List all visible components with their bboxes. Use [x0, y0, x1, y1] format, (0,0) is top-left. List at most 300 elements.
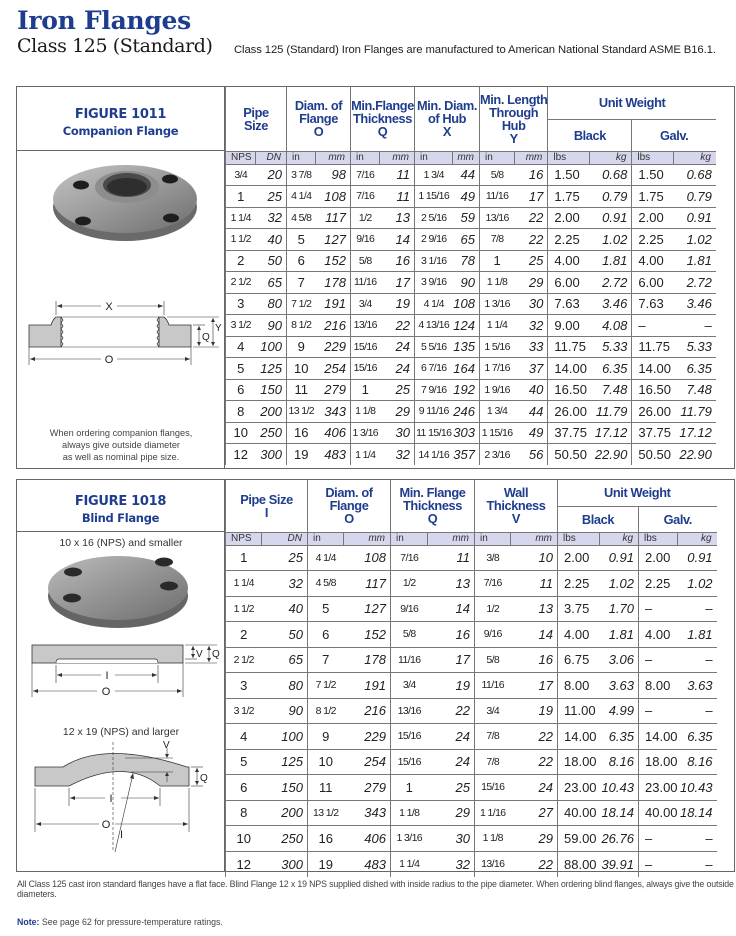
table-cell: 18.00	[639, 749, 678, 775]
table-cell: 12	[226, 444, 256, 466]
table-cell: 56	[514, 444, 548, 466]
ordering-note-line: as well as nominal pipe size.	[62, 452, 180, 462]
table-cell: 17.12	[674, 422, 716, 444]
table-cell: 16	[287, 422, 316, 444]
table-cell: 20	[256, 164, 287, 186]
table-cell: 0.91	[590, 207, 632, 229]
table-cell: 1 5/16	[480, 336, 515, 358]
table-cell: 2.25	[632, 229, 674, 251]
table-cell: 108	[344, 545, 391, 571]
table-cell: 1.70	[600, 596, 639, 622]
unit-label: in	[475, 532, 511, 545]
table-cell: 2.00	[632, 207, 674, 229]
table-cell: 24	[511, 775, 558, 801]
table-cell: 6.35	[600, 724, 639, 750]
table-row	[226, 571, 717, 597]
unit-label: NPS	[226, 532, 262, 545]
table-cell: 44	[453, 164, 480, 186]
table-cell: 19	[511, 698, 558, 724]
table-row	[226, 186, 716, 208]
table-cell: 5	[226, 358, 256, 380]
table-cell: –	[639, 698, 678, 724]
table-cell: 13	[511, 596, 558, 622]
table-cell: 2.72	[674, 272, 716, 294]
table-cell: 1.81	[590, 250, 632, 272]
table-cell: 152	[344, 622, 391, 648]
header-min-length-hub: Min. Length Through Hub Y	[480, 87, 548, 151]
table-cell: 3 1/2	[226, 698, 262, 724]
table-cell: 3.63	[600, 673, 639, 699]
table-cell: 0.79	[674, 186, 716, 208]
table-cell: 80	[262, 673, 308, 699]
table-cell: 108	[316, 186, 351, 208]
table-cell: 7.48	[590, 379, 632, 401]
table-cell: 90	[262, 698, 308, 724]
table-cell: 357	[453, 444, 480, 466]
table-cell: 17	[428, 647, 475, 673]
table-cell: 17.12	[590, 422, 632, 444]
diagram-label-x: X	[105, 301, 113, 313]
table-cell: 6.35	[674, 358, 716, 380]
table-cell: 5.33	[590, 336, 632, 358]
unit-label: lbs	[548, 151, 590, 164]
table-cell: 18.14	[678, 800, 717, 826]
table-cell: 3/4	[391, 673, 428, 699]
blind-flange-table	[225, 480, 717, 877]
diagram-label-i: I	[109, 793, 113, 805]
table-cell: 1 1/8	[475, 826, 511, 852]
table-cell: 15/16	[351, 358, 380, 380]
table-cell: 16	[511, 647, 558, 673]
table-cell: 0.68	[590, 164, 632, 186]
table-cell: 4 1/4	[415, 293, 453, 315]
table-cell: 13 1/2	[308, 800, 344, 826]
table-cell: 50.50	[548, 444, 590, 466]
diagram-label-radius: I	[120, 829, 124, 841]
table-cell: 7	[308, 647, 344, 673]
table-cell: 254	[344, 749, 391, 775]
table-cell: 9/16	[475, 622, 511, 648]
header-pipe-size: Pipe Size	[226, 87, 287, 151]
table-cell: 7 9/16	[415, 379, 453, 401]
table-cell: 1 1/8	[351, 401, 380, 423]
table-cell: 14.00	[639, 724, 678, 750]
table-cell: 9 11/16	[415, 401, 453, 423]
table-cell: –	[632, 315, 674, 337]
table-cell: 229	[316, 336, 351, 358]
table-cell: 4.00	[639, 622, 678, 648]
table-cell: 1.81	[674, 250, 716, 272]
table-cell: –	[639, 826, 678, 852]
table-cell: 2 3/16	[480, 444, 515, 466]
unit-label: in	[351, 151, 380, 164]
table-cell: 6 7/16	[415, 358, 453, 380]
table-cell: –	[678, 596, 717, 622]
table-row	[226, 336, 716, 358]
table-cell: –	[639, 647, 678, 673]
table-cell: 6	[226, 775, 262, 801]
table-cell: –	[678, 647, 717, 673]
figure-1018-panel	[17, 480, 225, 871]
table-cell: 11/16	[475, 673, 511, 699]
table-cell: 1 1/8	[480, 272, 515, 294]
table-cell: 100	[256, 336, 287, 358]
table-cell: 7/8	[475, 749, 511, 775]
table-cell: 11/16	[351, 272, 380, 294]
table-row	[226, 545, 717, 571]
figure-number: FIGURE 1011	[74, 107, 167, 122]
figure-1011-heading	[17, 87, 224, 151]
table-cell: 14 1/16	[415, 444, 453, 466]
header-unit-weight: Unit Weight	[548, 87, 716, 119]
table-cell: 10	[226, 422, 256, 444]
table-cell: 15/16	[351, 336, 380, 358]
table-cell: 254	[316, 358, 351, 380]
table-cell: 25	[380, 379, 415, 401]
table-cell: 14	[511, 622, 558, 648]
table-cell: 0.68	[674, 164, 716, 186]
table-cell: 23.00	[639, 775, 678, 801]
table-cell: 15/16	[391, 749, 428, 775]
table-row	[226, 698, 717, 724]
table-cell: 4.00	[632, 250, 674, 272]
table-cell: 15/16	[475, 775, 511, 801]
table-cell: 24	[380, 336, 415, 358]
table-cell: 14.00	[632, 358, 674, 380]
table-cell: 3 7/8	[287, 164, 316, 186]
table-cell: 3.63	[678, 673, 717, 699]
table-cell: 1.02	[600, 571, 639, 597]
table-row	[226, 207, 716, 229]
table-cell: 17	[511, 673, 558, 699]
table-cell: 1	[391, 775, 428, 801]
blind-flange-small-diagram	[25, 643, 225, 703]
table-cell: 5	[287, 229, 316, 251]
table-cell: 1 1/8	[391, 800, 428, 826]
table-cell: 6.00	[548, 272, 590, 294]
small-size-label: 10 x 16 (NPS) and smaller	[59, 537, 183, 549]
table-cell: 3 1/16	[415, 250, 453, 272]
table-cell: 40	[262, 596, 308, 622]
table-cell: 37	[514, 358, 548, 380]
header-black: Black	[548, 119, 632, 151]
table-row	[226, 749, 717, 775]
table-cell: 78	[453, 250, 480, 272]
table-cell: 3/8	[475, 545, 511, 571]
table-cell: 8 1/2	[308, 698, 344, 724]
table-cell: 4.00	[558, 622, 600, 648]
table-row	[226, 596, 717, 622]
table-cell: 24	[428, 749, 475, 775]
table-cell: 6	[308, 622, 344, 648]
table-cell: 1/2	[391, 571, 428, 597]
table-cell: 16.50	[548, 379, 590, 401]
table-cell: 100	[262, 724, 308, 750]
table-cell: 152	[316, 250, 351, 272]
table-cell: 8.16	[600, 749, 639, 775]
table-cell: 483	[316, 444, 351, 466]
unit-label: in	[480, 151, 515, 164]
table-cell: 150	[256, 379, 287, 401]
table-cell: 483	[344, 851, 391, 877]
table-cell: 14.00	[558, 724, 600, 750]
table-cell: 7	[287, 272, 316, 294]
table-cell: 7/16	[391, 545, 428, 571]
pressure-note	[17, 917, 223, 927]
table-cell: 2.25	[548, 229, 590, 251]
table-cell: 13	[380, 207, 415, 229]
table-cell: 10	[308, 749, 344, 775]
table-cell: 26.00	[548, 401, 590, 423]
table-cell: 65	[453, 229, 480, 251]
intro-text: Class 125 (Standard) Iron Flanges are manufactured to American National Standard ASME B16.1.	[234, 44, 716, 56]
table-cell: 1/2	[351, 207, 380, 229]
unit-label: kg	[674, 151, 716, 164]
table-cell: 10	[226, 826, 262, 852]
table-cell: 8.00	[639, 673, 678, 699]
table-cell: 40	[514, 379, 548, 401]
table-cell: 19	[380, 293, 415, 315]
table-cell: 6.35	[678, 724, 717, 750]
table-cell: 3/4	[475, 698, 511, 724]
table-cell: 1.50	[548, 164, 590, 186]
table-cell: 11.79	[590, 401, 632, 423]
table-cell: 14	[380, 229, 415, 251]
table-cell: 1 1/16	[475, 800, 511, 826]
table-cell: 16	[380, 250, 415, 272]
table-cell: 192	[453, 379, 480, 401]
table-cell: 303	[453, 422, 480, 444]
table-cell: 11/16	[480, 186, 515, 208]
table-cell: 2.25	[639, 571, 678, 597]
table-cell: 191	[344, 673, 391, 699]
unit-label: lbs	[632, 151, 674, 164]
table-cell: 1	[480, 250, 515, 272]
table-cell: 98	[316, 164, 351, 186]
table-cell: 7/8	[475, 724, 511, 750]
header-pipe-size: Pipe Size I	[226, 480, 308, 532]
table-cell: 1 15/16	[415, 186, 453, 208]
table-cell: 25	[256, 186, 287, 208]
table-cell: 59.00	[558, 826, 600, 852]
table-row	[226, 315, 716, 337]
table-cell: 7.63	[548, 293, 590, 315]
table-cell: 25	[262, 545, 308, 571]
table-row	[226, 250, 716, 272]
table-cell: 200	[256, 401, 287, 423]
table-cell: 5/8	[480, 164, 515, 186]
table-cell: 0.79	[590, 186, 632, 208]
figure-name: Companion Flange	[62, 124, 179, 138]
table-cell: 7/16	[351, 164, 380, 186]
table-cell: 10	[287, 358, 316, 380]
table-cell: 14.00	[548, 358, 590, 380]
table-cell: 3.06	[600, 647, 639, 673]
table-cell: 22.90	[674, 444, 716, 466]
table-cell: 9/16	[391, 596, 428, 622]
table-cell: 117	[316, 207, 351, 229]
table-cell: 9	[308, 724, 344, 750]
table-cell: 50.50	[632, 444, 674, 466]
table-cell: 2	[226, 622, 262, 648]
table-cell: 4.08	[590, 315, 632, 337]
table-cell: 13/16	[475, 851, 511, 877]
table-cell: 11	[511, 571, 558, 597]
table-cell: 2 1/2	[226, 647, 262, 673]
diagram-label-o: O	[104, 354, 114, 366]
table-cell: 1.75	[548, 186, 590, 208]
units-row	[226, 151, 716, 164]
table-cell: 50	[256, 250, 287, 272]
table-cell: 19	[287, 444, 316, 466]
table-cell: –	[678, 851, 717, 877]
table-row	[226, 724, 717, 750]
note-label: Note:	[17, 917, 40, 927]
table-cell: 250	[262, 826, 308, 852]
table-cell: 1 3/4	[415, 164, 453, 186]
table-cell: 13/16	[391, 698, 428, 724]
table-cell: 2.25	[558, 571, 600, 597]
table-cell: 0.91	[678, 545, 717, 571]
table-cell: 13/16	[351, 315, 380, 337]
table-cell: 32	[262, 571, 308, 597]
table-cell: 229	[344, 724, 391, 750]
table-cell: 2 9/16	[415, 229, 453, 251]
table-cell: 343	[344, 800, 391, 826]
table-cell: 50	[262, 622, 308, 648]
table-cell: 0.91	[600, 545, 639, 571]
table-cell: 24	[428, 724, 475, 750]
header-diam-flange: Diam. of Flange O	[287, 87, 351, 151]
table-row	[226, 444, 716, 466]
table-cell: 6.35	[590, 358, 632, 380]
table-cell: 1 1/4	[351, 444, 380, 466]
table-cell: 13 1/2	[287, 401, 316, 423]
unit-label: DN	[262, 532, 308, 545]
table-cell: 37.75	[632, 422, 674, 444]
unit-label: mm	[316, 151, 351, 164]
table-row	[226, 229, 716, 251]
header-min-flange-thickness: Min.Flange Thickness Q	[351, 87, 415, 151]
figure-number: FIGURE 1018	[74, 494, 167, 509]
table-cell: 5 5/16	[415, 336, 453, 358]
table-cell: 3/4	[226, 164, 256, 186]
table-row	[226, 851, 717, 877]
table-cell: 1	[226, 545, 262, 571]
companion-flange-diagram	[21, 301, 221, 381]
table-cell: 1.02	[678, 571, 717, 597]
table-cell: 5	[226, 749, 262, 775]
table-cell: 24	[380, 358, 415, 380]
table-cell: 2.00	[548, 207, 590, 229]
table-row	[226, 800, 717, 826]
table-cell: 1 15/16	[480, 422, 515, 444]
table-cell: 40.00	[558, 800, 600, 826]
ordering-note-line: When ordering companion flanges,	[49, 428, 193, 438]
unit-label: kg	[678, 532, 717, 545]
table-cell: 7.48	[674, 379, 716, 401]
table-cell: 11	[380, 164, 415, 186]
table-cell: 9/16	[351, 229, 380, 251]
table-cell: 200	[262, 800, 308, 826]
table-cell: 49	[514, 422, 548, 444]
table-cell: 11/16	[391, 647, 428, 673]
table-cell: 88.00	[558, 851, 600, 877]
table-cell: 13	[428, 571, 475, 597]
table-cell: 80	[256, 293, 287, 315]
diagram-label-v: V	[196, 649, 203, 660]
table-cell: 11 15/16	[415, 422, 453, 444]
table-cell: 32	[380, 444, 415, 466]
table-cell: 30	[380, 422, 415, 444]
table-cell: 11.79	[674, 401, 716, 423]
table-cell: 2	[226, 250, 256, 272]
table-cell: 125	[256, 358, 287, 380]
unit-label: in	[391, 532, 428, 545]
table-cell: 1 1/4	[226, 207, 256, 229]
table-cell: 1/2	[475, 596, 511, 622]
table-cell: 250	[256, 422, 287, 444]
table-cell: 3.46	[674, 293, 716, 315]
table-cell: 22	[511, 724, 558, 750]
figure-name: Blind Flange	[81, 511, 160, 525]
unit-label: in	[415, 151, 453, 164]
table-cell: 300	[262, 851, 308, 877]
table-cell: –	[678, 698, 717, 724]
table-cell: 1 1/4	[391, 851, 428, 877]
table-cell: –	[674, 315, 716, 337]
table-cell: 1.02	[590, 229, 632, 251]
table-cell: 5/8	[391, 622, 428, 648]
header-unit-weight: Unit Weight	[558, 480, 717, 506]
large-size-label: 12 x 19 (NPS) and larger	[62, 726, 180, 738]
table-cell: 8 1/2	[287, 315, 316, 337]
table-cell: 1 1/4	[226, 571, 262, 597]
table-cell: 1 9/16	[480, 379, 515, 401]
table-cell: 279	[316, 379, 351, 401]
table-cell: 7/16	[351, 186, 380, 208]
table-row	[226, 775, 717, 801]
table-cell: 19	[308, 851, 344, 877]
figure-1011-section	[16, 86, 735, 469]
table-cell: 4 5/8	[308, 571, 344, 597]
table-cell: 4 13/16	[415, 315, 453, 337]
companion-flange-table	[225, 87, 716, 465]
table-cell: 10.43	[678, 775, 717, 801]
table-cell: 10.43	[600, 775, 639, 801]
flat-face-note: All Class 125 cast iron standard flanges have a flat face. Blind Flange 12 x 19 NPS supplied dished with inside radius to the pipe diameter. When ordering blind flanges, always give the outside diameters.	[17, 879, 734, 899]
table-cell: 19	[428, 673, 475, 699]
table-cell: 1.81	[678, 622, 717, 648]
table-cell: 135	[453, 336, 480, 358]
blind-flange-large-diagram	[25, 742, 225, 872]
table-cell: 6	[287, 250, 316, 272]
figure-1018-section	[16, 479, 735, 872]
table-cell: 8	[226, 401, 256, 423]
table-cell: 127	[344, 596, 391, 622]
table-cell: 3.46	[590, 293, 632, 315]
table-cell: 4	[226, 336, 256, 358]
table-row	[226, 401, 716, 423]
unit-label: mm	[344, 532, 391, 545]
diagram-label-q: Q	[200, 773, 208, 784]
table-cell: 1 1/2	[226, 596, 262, 622]
table-cell: 32	[514, 315, 548, 337]
table-row	[226, 422, 716, 444]
table-row	[226, 647, 717, 673]
table-cell: 16.50	[632, 379, 674, 401]
table-cell: 178	[344, 647, 391, 673]
